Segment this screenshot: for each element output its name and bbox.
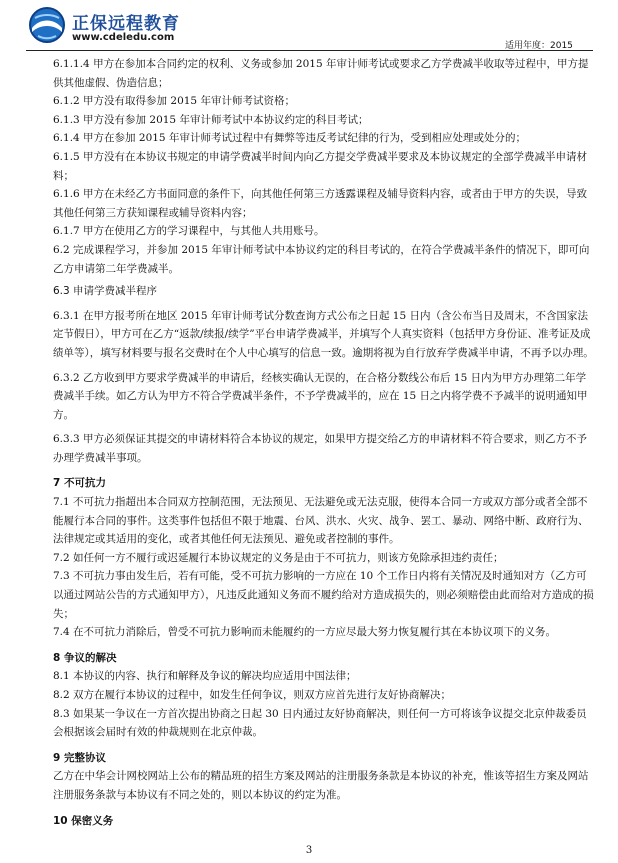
section-heading: 7 不可抗力 [53, 477, 106, 490]
page-number: 3 [305, 845, 313, 856]
clause-paragraph: 6.1.7 甲方在使用乙方的学习课程中，与其他人共用账号。 [53, 225, 325, 238]
clause-paragraph: 6.3.1 在甲方报考所在地区 2015 年审计师考试分数查询方式公布之日起 15 日内（含公布当日及周末，不含国家法定节假日），甲方可在乙方“返款/续报/续学”平台申请学费减半，并填写个人真实资料（包括甲方身份证、准考证及成绩单等），填写材料要与报名交费时在个人中心填写的信息一致。逾期将视为自行放弃学费减半申请，不再予以办理。 [53, 309, 594, 359]
section-heading: 9 完整协议 [53, 751, 106, 764]
section-heading: 6.3 申请学费减半程序 [53, 285, 158, 298]
clause-paragraph: 6.1.1.4 甲方在参加本合同约定的权利、义务或参加 2015 年审计师考试或要求乙方学费减半收取等过程中，甲方提供其他虚假、伪造信息； [53, 58, 589, 89]
section-heading: 8 争议的解决 [53, 651, 117, 664]
clause-paragraph: 6.1.6 甲方在未经乙方书面同意的条件下，向其他任何第三方透露课程及辅导资料内容，或者由于甲方的失误，导致其他任何第三方获知课程或辅导资料内容； [53, 188, 588, 219]
clause-paragraph: 7.1 不可抗力指超出本合同双方控制范围，无法预见、无法避免或无法克服，使得本合同一方或双方部分或者全部不能履行本合同的事件。这类事件包括但不限于地震、台风、洪水、火灾、战争、罢工、暴动、网络中断、政府行为、法律规定或其适用的变化，或者其他任何无法预见、避免或者控制的事件。 [53, 496, 589, 546]
clause-paragraph: 6.3.2 乙方收到甲方要求学费减半的申请后，经核实确认无误的，在合格分数线公布后 15 日内为甲方办理第二年学费减半手续。如乙方认为甲方不符合学费减半条件，不予学费减半的，应在 15 日之内将学费不予减半的说明通知甲方。 [53, 371, 588, 421]
document-body [53, 55, 594, 830]
clause-paragraph: 6.1.3 甲方没有参加 2015 年审计师考试中本协议约定的科目考试； [53, 113, 369, 126]
page-header [0, 0, 618, 54]
clause-paragraph: 6.3.3 甲方必须保证其提交的申请材料符合本协议的规定，如果甲方提交给乙方的申请材料不符合要求，则乙方不予办理学费减半事项。 [53, 433, 588, 464]
section-heading: 10 保密义务 [53, 814, 114, 827]
clause-paragraph: 6.1.5 甲方没有在本协议书规定的申请学费减半时间内向乙方提交学费减半要求及本协议规定的全部学费减半申请材料； [53, 150, 588, 182]
brand-url: www.cdeledu.com [72, 32, 175, 43]
clause-paragraph: 7.2 如任何一方不履行或迟延履行本协议规定的义务是由于不可抗力，则该方免除承担违约责任； [53, 551, 504, 564]
clause-paragraph: 7.3 不可抗力事由发生后，若有可能，受不可抗力影响的一方应在 10 个工作日内将有关情况及时通知对方（乙方可以通过网站公告的方式通知甲方），凡违反此通知义务而不履约给对方造成损失的，则必须赔偿由此而给对方造成的损失； [53, 570, 594, 620]
clause-paragraph: 6.2 完成课程学习，并参加 2015 年审计师考试中本协议约定的科目考试的，在符合学费减半条件的情况下，即可向乙方申请第二年学费减半。 [53, 243, 590, 275]
clause-paragraph: 8.1 本协议的内容、执行和解释及争议的解决均应适用中国法律； [53, 670, 357, 683]
header-divider [26, 50, 593, 51]
globe-logo-icon [28, 6, 66, 44]
clause-paragraph: 乙方在中华会计网校网站上公布的精品班的招生方案及网站的注册服务条款是本协议的补充，惟该等招生方案及网站注册服务条款与本协议有不同之处的，则以本协议的约定为准。 [53, 770, 589, 801]
clause-paragraph: 8.2 双方在履行本协议的过程中，如发生任何争议，则双方应首先进行友好协商解决； [53, 689, 452, 701]
clause-paragraph: 6.1.4 甲方在参加 2015 年审计师考试过程中有舞弊等违反考试纪律的行为，受到相应处理或处分的； [53, 132, 526, 145]
applicable-year-label: 适用年度：2015 [505, 41, 573, 51]
clause-paragraph: 6.1.2 甲方没有取得参加 2015 年审计师考试资格； [53, 95, 295, 108]
clause-paragraph: 7.4 在不可抗力消除后，曾受不可抗力影响而未能履约的一方应尽最大努力恢复履行其在本协议项下的义务。 [53, 626, 557, 639]
clause-paragraph: 8.3 如果某一争议在一方首次提出协商之日起 30 日内通过友好协商解决，则任何一方可将该争议提交北京仲裁委员会根据该会届时有效的仲裁规则在北京仲裁。 [53, 707, 587, 739]
brand-name: 正保远程教育 [72, 14, 180, 34]
